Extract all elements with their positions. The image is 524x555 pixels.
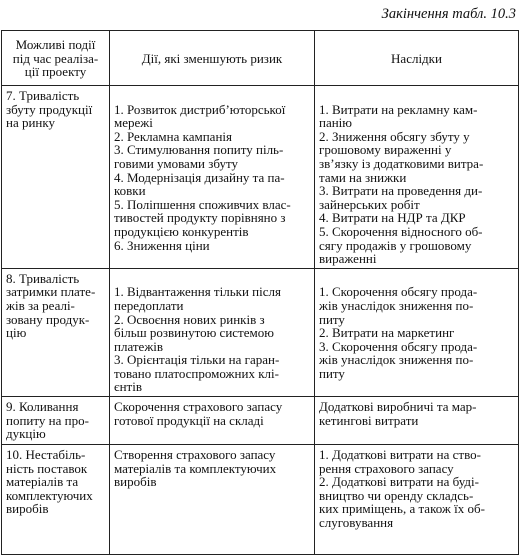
risk-table — [1, 30, 519, 555]
text-line: вираженні — [319, 251, 377, 267]
text-line: тами на знижки — [319, 169, 407, 185]
text-line: ції проекту — [24, 64, 87, 80]
text-line: 5. Поліпшення споживчих влас- — [114, 196, 291, 212]
text-line: комплектуючих — [6, 487, 93, 503]
text-line: мережі — [114, 115, 153, 131]
text-line: 1. Розвиток дистриб’юторської — [114, 101, 286, 117]
text-line: попиту на про- — [6, 412, 89, 428]
actions-cell — [110, 445, 315, 555]
text-line: 9. Коливання — [6, 399, 79, 415]
text-line: кетингові витрати — [319, 412, 419, 428]
text-line: 1. Додаткові витрати на ство- — [319, 447, 481, 463]
table-header-row — [2, 31, 519, 86]
text-line: ковки — [114, 183, 146, 199]
text-line: виробів — [6, 501, 49, 517]
text-line: більш розвинутою системою — [114, 325, 274, 341]
text-line: єнтів — [114, 379, 142, 395]
text-line: 6. Зниження ціни — [114, 237, 210, 253]
text-line: питу — [319, 365, 345, 381]
text-line — [114, 89, 310, 103]
text-line — [319, 272, 514, 286]
text-line: тивостей продукту порівняно з — [114, 210, 286, 226]
text-line: 3. Скорочення обсягу прода- — [319, 338, 478, 354]
text-line: затримки плате- — [6, 284, 96, 300]
text-line: зв’язку із додатковими витра- — [319, 155, 484, 171]
text-line: передоплати — [114, 297, 184, 313]
table-row — [2, 397, 519, 445]
text-line: Скорочення страхового запасу — [114, 399, 283, 415]
text-line: ність поставок — [6, 460, 88, 476]
header-possible-events — [2, 31, 110, 86]
text-line: дукцію — [6, 426, 46, 442]
text-line: 2. Додаткові витрати на буді- — [319, 474, 479, 490]
text-line: ких приміщень, а також їх об- — [319, 501, 485, 517]
consequences-cell — [315, 268, 519, 396]
text-line: товано платоспроможних клі- — [114, 365, 279, 381]
text-line: питу — [319, 311, 345, 327]
text-line: Наслідки — [391, 50, 442, 66]
text-line: 1. Витрати на рекламну кам- — [319, 101, 478, 117]
event-cell — [2, 445, 110, 555]
actions-cell — [110, 397, 315, 445]
text-line: 10. Нестабіль- — [6, 447, 86, 463]
table-row — [2, 86, 519, 269]
text-line — [319, 89, 514, 103]
text-line: збуту продукції — [6, 101, 93, 117]
text-line: 2. Зниження обсягу збуту у — [319, 128, 470, 144]
text-line: платежів — [114, 338, 164, 354]
text-line: слуговування — [319, 515, 394, 531]
header-risk-reducing-actions — [110, 31, 315, 86]
header-consequences — [315, 31, 519, 86]
text-line: 3. Стимулювання попиту піль- — [114, 142, 284, 158]
event-cell — [2, 268, 110, 396]
text-line: 4. Витрати на НДР та ДКР — [319, 210, 466, 226]
text-line: 3. Орієнтація тільки на гаран- — [114, 352, 280, 368]
consequences-cell — [315, 397, 519, 445]
text-line: 2. Освоєння нових ринків з — [114, 311, 265, 327]
event-cell — [2, 86, 110, 269]
table-row — [2, 445, 519, 555]
actions-cell — [110, 268, 315, 396]
consequences-cell — [315, 86, 519, 269]
text-line: 1. Скорочення обсягу прода- — [319, 284, 478, 300]
consequences-cell — [315, 445, 519, 555]
text-line: Дії, які зменшують ризик — [141, 50, 283, 66]
text-line: продукцією конкурентів — [114, 223, 249, 239]
text-line: рення страхового запасу — [319, 460, 454, 476]
text-line: панію — [319, 115, 353, 131]
text-line: матеріалів та — [6, 474, 79, 490]
text-line: Додаткові виробничі та мар- — [319, 399, 477, 415]
text-line: зовану продук- — [6, 311, 90, 327]
text-line: виробів — [114, 474, 157, 490]
event-cell — [2, 397, 110, 445]
text-line: під час реаліза- — [12, 50, 99, 66]
text-line: Можливі події — [15, 37, 96, 53]
table-caption: Закінчення табл. 10.3 — [381, 6, 516, 22]
table-row — [2, 268, 519, 396]
text-line: матеріалів та комплектуючих — [114, 460, 277, 476]
text-line: 3. Витрати на проведення ди- — [319, 183, 483, 199]
text-line: 2. Витрати на маркетинг — [319, 325, 455, 341]
text-line: жів унаслідок зниження по- — [319, 297, 474, 313]
text-line: 4. Модернізація дизайну та па- — [114, 169, 285, 185]
text-line: вництво чи оренду складсь- — [319, 487, 474, 503]
text-line: зайнерських робіт — [319, 196, 420, 212]
text-line — [114, 272, 310, 286]
text-line: на ринку — [6, 115, 56, 131]
text-line: готової продукції на складі — [114, 412, 264, 428]
actions-cell — [110, 86, 315, 269]
text-line: жів за реалі- — [6, 297, 75, 313]
text-line: 7. Тривалість — [6, 88, 80, 103]
text-line: Створення страхового запасу — [114, 447, 276, 463]
text-line: говими умовами збуту — [114, 155, 239, 171]
text-line: 2. Рекламна кампанія — [114, 128, 232, 144]
text-line: 8. Тривалість — [6, 270, 80, 286]
text-line: сягу продажів у грошовому — [319, 237, 472, 253]
text-line: 5. Скорочення відносного об- — [319, 223, 483, 239]
text-line: цію — [6, 325, 27, 341]
text-line: 1. Відвантаження тільки після — [114, 284, 281, 300]
text-line: грошовому вираженні у — [319, 142, 452, 158]
text-line: жів унаслідок зниження по- — [319, 352, 474, 368]
